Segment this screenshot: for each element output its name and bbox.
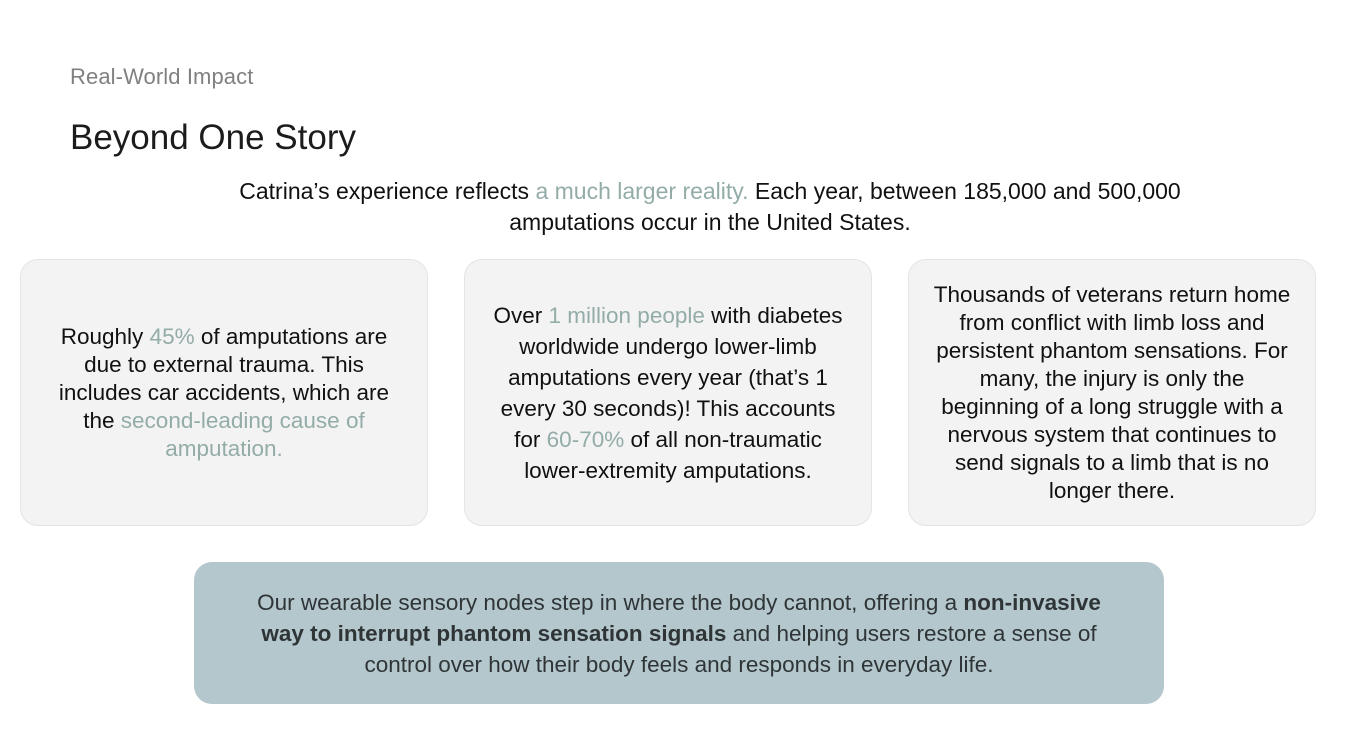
card-highlight: second-leading cause of amputation. xyxy=(120,407,365,461)
banner-text-before: Our wearable sensory nodes step in where the body cannot, offering a xyxy=(257,589,964,615)
card-text: Roughly xyxy=(60,323,150,349)
intro-text-after: Each year, between 185,000 and 500,000 amputations occur in the United States. xyxy=(509,178,1181,235)
stat-card-diabetes xyxy=(464,259,872,526)
card-text: with diabetes worldwide undergo lower-limb amputations every year (that’s 1 every 30 seconds)! This accounts for xyxy=(500,302,843,452)
solution-banner xyxy=(194,562,1164,704)
stat-card-veterans xyxy=(908,259,1316,526)
card-highlight: 1 million people xyxy=(548,302,705,328)
banner-emphasis: non-invasive way to interrupt phantom sensation signals xyxy=(261,589,1101,646)
intro-paragraph xyxy=(200,176,1220,238)
intro-highlight: a much larger reality. xyxy=(535,178,749,204)
stat-card-trauma xyxy=(20,259,428,526)
card-highlight: 45% xyxy=(149,323,195,349)
card-text: of all non-traumatic lower-extremity amputations. xyxy=(524,426,822,483)
card-highlight: 60-70% xyxy=(546,426,625,452)
card-text: of amputations are due to external trauma. This includes car accidents, which are the xyxy=(58,323,390,433)
stat-card-text: Thousands of veterans return home from conflict with limb loss and persistent phantom sensations. For many, the injury is only the beginning of a long struggle with a nervous system that continues to send signals to a limb that is no longer there. xyxy=(933,281,1291,503)
banner-text-after: and helping users restore a sense of control over how their body feels and responds in everyday life. xyxy=(364,620,1097,677)
section-title: Beyond One Story xyxy=(70,118,356,157)
stat-card-text xyxy=(57,323,391,463)
card-text: Over xyxy=(493,302,549,328)
stat-card-text xyxy=(485,300,851,486)
banner-text xyxy=(244,587,1114,680)
section-eyebrow: Real-World Impact xyxy=(70,64,254,89)
intro-text-before: Catrina’s experience reflects xyxy=(239,178,536,204)
